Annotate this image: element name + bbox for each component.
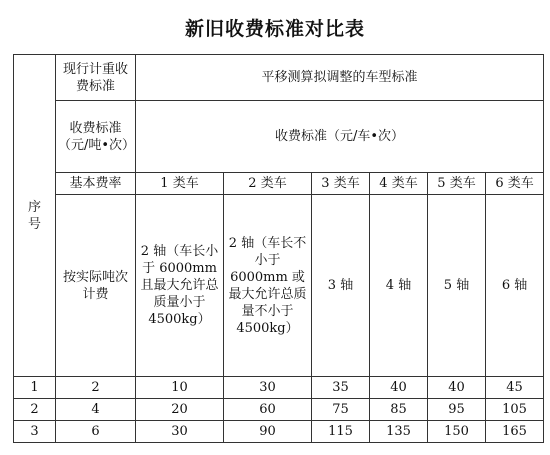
base-desc-cell (56, 195, 136, 377)
row-value: 35 (312, 377, 370, 399)
row-base: 6 (56, 421, 136, 443)
row-value: 150 (428, 421, 486, 443)
class-desc-1 (136, 195, 224, 377)
row-value: 45 (486, 377, 544, 399)
row-value: 90 (224, 421, 312, 443)
class-desc-3-label: 3 轴 (327, 278, 354, 293)
class-header-6 (486, 173, 544, 195)
class-desc-6 (486, 195, 544, 377)
new-standard-header (136, 55, 544, 101)
row-seq: 1 (14, 377, 56, 399)
row-value: 135 (370, 421, 428, 443)
class-header-2 (224, 173, 312, 195)
class-desc-1-label: 2 轴（车长小于 6000mm 且最大允许总质量小于 4500kg） (140, 244, 219, 327)
page-title: 新旧收费标准对比表 (184, 18, 365, 40)
row-value: 85 (370, 399, 428, 421)
row-value: 115 (312, 421, 370, 443)
class-header-3 (312, 173, 370, 195)
current-standard-label: 现行计重收费标准 (62, 61, 128, 94)
base-rate-header (56, 173, 136, 195)
row-value: 105 (486, 399, 544, 421)
fee-comparison-table (13, 54, 544, 443)
row-value: 30 (224, 377, 312, 399)
row-value: 40 (428, 377, 486, 399)
row-value: 40 (370, 377, 428, 399)
table-row (14, 377, 544, 399)
seq-header-label: 序号 (27, 199, 41, 232)
base-desc-label: 按实际吨次计费 (62, 269, 128, 302)
row-base: 4 (56, 399, 136, 421)
class-header-6-label: 6 类车 (495, 176, 534, 191)
current-standard-header (56, 55, 136, 101)
class-header-3-label: 3 类车 (321, 176, 360, 191)
class-header-5-label: 5 类车 (437, 176, 476, 191)
class-header-5 (428, 173, 486, 195)
class-desc-4-label: 4 轴 (385, 278, 412, 293)
class-desc-6-label: 6 轴 (501, 278, 528, 293)
fee-unit-new-cell (136, 101, 544, 173)
row-value: 30 (136, 421, 224, 443)
fee-unit-current-label: 收费标准（元/吨•次） (58, 120, 136, 153)
class-header-4 (370, 173, 428, 195)
row-value: 75 (312, 399, 370, 421)
seq-header-cell (14, 55, 56, 377)
class-desc-2-label: 2 轴（车长不小于 6000mm 或最大允许总质量不小于 4500kg） (228, 235, 307, 336)
row-seq: 2 (14, 399, 56, 421)
class-desc-5-label: 5 轴 (443, 278, 470, 293)
row-value: 165 (486, 421, 544, 443)
fee-unit-current-cell (56, 101, 136, 173)
class-header-2-label: 2 类车 (248, 176, 287, 191)
class-desc-2 (224, 195, 312, 377)
fee-unit-new-label: 收费标准（元/车•次） (274, 129, 405, 144)
class-header-4-label: 4 类车 (379, 176, 418, 191)
base-rate-label: 基本费率 (69, 176, 122, 191)
class-header-1 (136, 173, 224, 195)
table-row (14, 421, 544, 443)
table-row (14, 399, 544, 421)
new-standard-label: 平移测算拟调整的车型标准 (261, 70, 418, 85)
row-seq: 3 (14, 421, 56, 443)
row-value: 95 (428, 399, 486, 421)
class-desc-5 (428, 195, 486, 377)
class-header-1-label: 1 类车 (160, 176, 199, 191)
row-base: 2 (56, 377, 136, 399)
class-desc-4 (370, 195, 428, 377)
row-value: 20 (136, 399, 224, 421)
row-value: 60 (224, 399, 312, 421)
row-value: 10 (136, 377, 224, 399)
class-desc-3 (312, 195, 370, 377)
